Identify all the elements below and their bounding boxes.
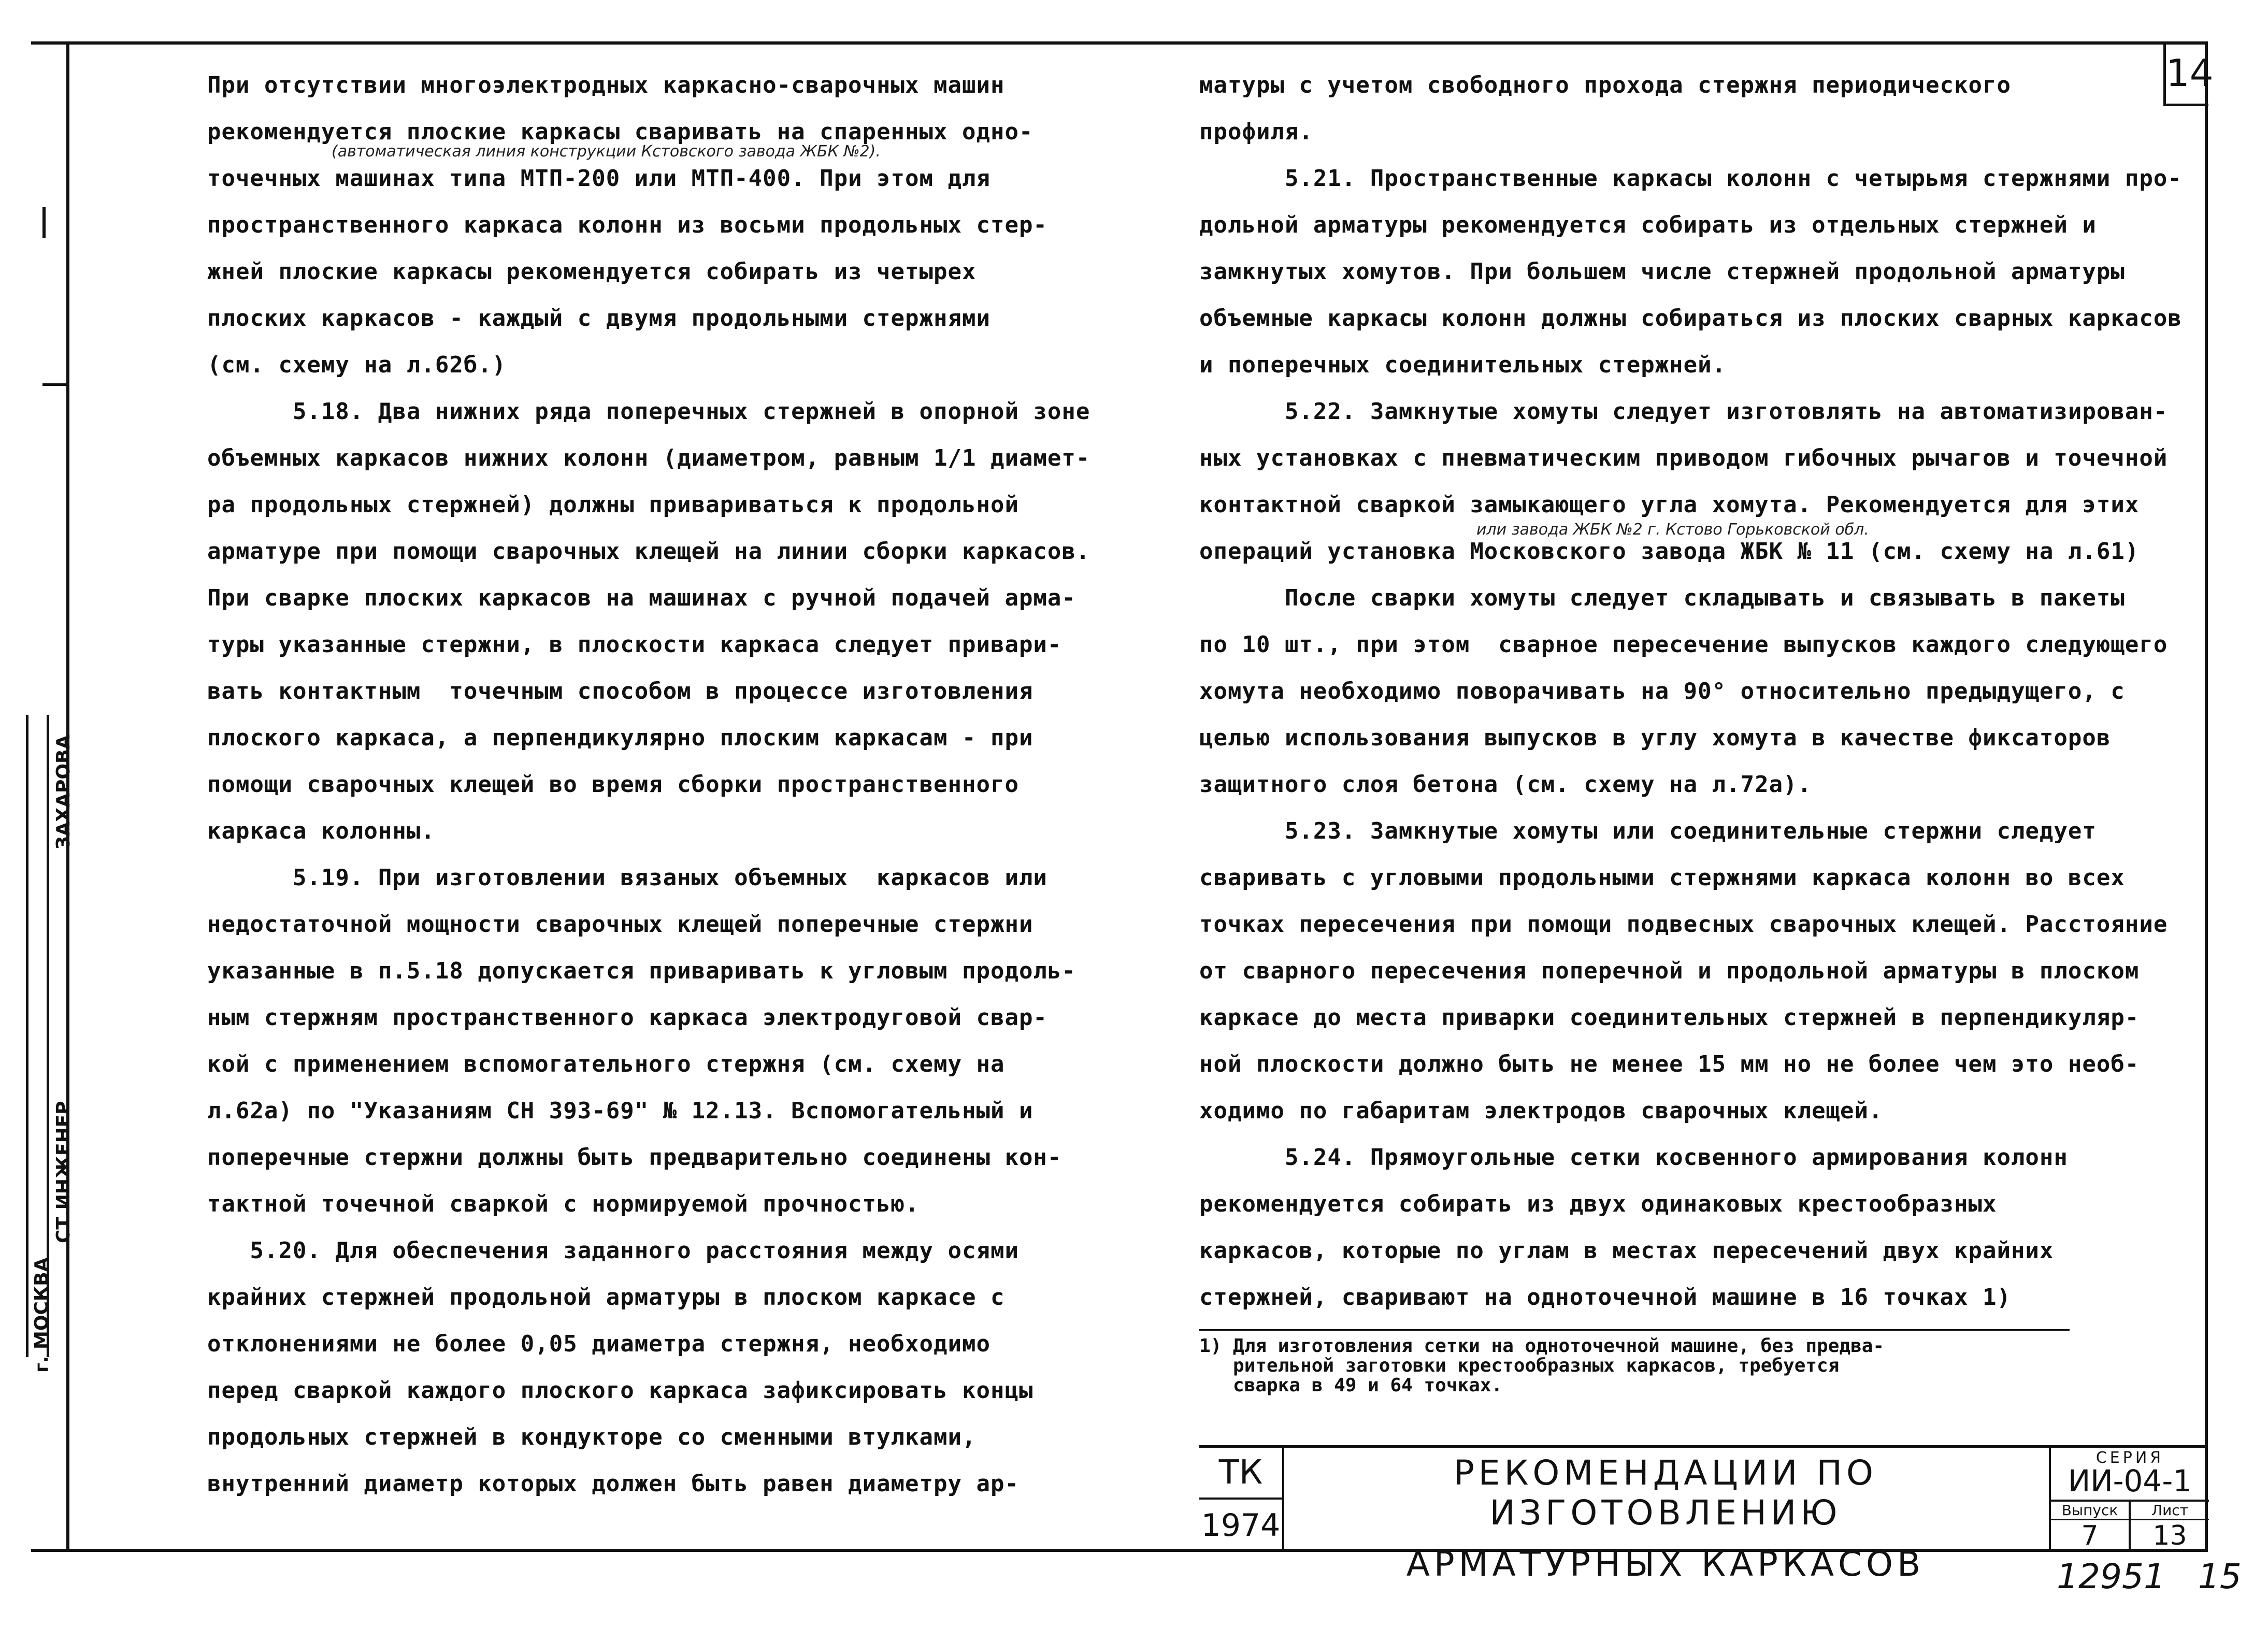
text-line: рекомендуется плоские каркасы сваривать на спаренных одно-	[207, 119, 1033, 145]
margin-tick	[42, 207, 46, 238]
title-year: 1974	[1199, 1500, 1284, 1551]
text-line: арматуре при помощи сварочных клещей на линии сборки каркасов.	[207, 538, 1090, 565]
text-line: профиля.	[1199, 119, 1313, 145]
text-line: 5.24. Прямоугольные сетки косвенного армирования колонн	[1199, 1144, 2068, 1171]
vypusk-value: 7	[2081, 1520, 2099, 1551]
text-line: матуры с учетом свободного прохода стержня периодического	[1199, 72, 2011, 98]
margin-tick	[42, 383, 68, 386]
text-line: точках пересечения при помощи подвесных сварочных клещей. Расстояние	[1199, 911, 2168, 938]
footnote-line: 1) Для изготовления сетки на одноточечной машине, без предва-	[1199, 1335, 1885, 1357]
stamp-org: г. МОСКВА	[31, 1257, 52, 1373]
text-line: целью использования выпусков в углу хомута в качестве фиксаторов	[1199, 725, 2111, 751]
sheet-number: 14	[2163, 42, 2208, 106]
text-line: После сварки хомуты следует складывать и связывать в пакеты	[1199, 585, 2125, 611]
stamp-name: ЗАХАРОВА	[53, 735, 74, 850]
text-line: л.62а) по "Указаниям СН 393-69" № 12.13. Вспомогательный и	[207, 1098, 1033, 1124]
text-line: кой с применением вспомогательного стержня (см. схему на	[207, 1051, 1005, 1077]
text-line: рекомендуется собирать из двух одинаковых крестообразных	[1199, 1191, 1997, 1217]
side-stamp	[10, 715, 74, 1450]
title-code: ТК	[1199, 1448, 1284, 1500]
text-line: точечных машинах типа МТП-200 или МТП-400. При этом для	[207, 165, 991, 192]
text-line: недостаточной мощности сварочных клещей поперечные стержни	[207, 911, 1033, 938]
text-line: ра продольных стержней) должны привариваться к продольной	[207, 492, 1019, 518]
seria-label: СЕРИЯ	[2095, 1449, 2164, 1467]
text-line: и поперечных соединительных стержней.	[1199, 352, 1727, 378]
text-line: замкнутых хомутов. При большем числе стержней продольной арматуры	[1199, 258, 2125, 285]
text-line: туры указанные стержни, в плоскости каркаса следует привари-	[207, 631, 1062, 658]
text-line: крайних стержней продольной арматуры в плоском каркасе с	[207, 1284, 1005, 1311]
text-line: хомута необходимо поворачивать на 90° относительно предыдущего, с	[1199, 678, 2125, 704]
text-line: вать контактным точечным способом в процессе изготовления	[207, 678, 1033, 704]
left-column	[207, 62, 1129, 1507]
vypusk-label: Выпуск	[2051, 1502, 2129, 1520]
text-line: объемных каркасов нижних колонн (диаметром, равным 1/1 диамет-	[207, 445, 1090, 471]
text-line: 5.23. Замкнутые хомуты или соединительные стержни следует	[1199, 818, 2097, 844]
text-line: плоских каркасов - каждый с двумя продольными стержнями	[207, 305, 991, 332]
handwritten-note: или завода ЖБК №2 г. Кстово Горьковской обл.	[1476, 521, 1869, 539]
text-line: ным стержням пространственного каркаса электродуговой свар-	[207, 1004, 1047, 1031]
text-line: (см. схему на л.62б.)	[207, 352, 507, 378]
footnote	[1199, 1336, 1884, 1395]
text-line: стержней, сваривают на одноточечной машине в 16 точках 1)	[1199, 1284, 2011, 1311]
bottom-number: 12951 15	[2057, 1557, 2242, 1596]
list-value: 13	[2152, 1520, 2187, 1551]
text-line: по 10 шт., при этом сварное пересечение выпусков каждого следующего	[1199, 631, 2168, 658]
text-line: ходимо по габаритам электродов сварочных клещей.	[1199, 1098, 1883, 1124]
text-line: поперечные стержни должны быть предварительно соединены кон-	[207, 1144, 1062, 1171]
text-line: контактной сваркой замыкающего угла хомута. Рекомендуется для этих	[1199, 492, 2140, 518]
vypusk-cell	[2051, 1502, 2131, 1551]
text-line: 5.19. При изготовлении вязаных объемных каркасов или	[207, 865, 1047, 891]
text-line: защитного слоя бетона (см. схему на л.72а).	[1199, 771, 1812, 798]
text-line: сваривать с угловыми продольными стержнями каркаса колонн во всех	[1199, 865, 2125, 891]
text-line: перед сваркой каждого плоского каркаса зафиксировать концы	[207, 1377, 1033, 1404]
footnote-line: рительной заготовки крестообразных каркасов, требуется	[1199, 1355, 1840, 1376]
text-line: дольной арматуры рекомендуется собирать из отдельных стержней и	[1199, 212, 2097, 238]
title-line-2: АРМАТУРНЫХ КАРКАСОВ	[1406, 1544, 1925, 1584]
footnote-divider	[1199, 1329, 2070, 1331]
handwritten-note: (автоматическая линия конструкции Кстовского завода ЖБК №2).	[332, 142, 881, 161]
list-cell	[2131, 1502, 2209, 1551]
text-line: При отсутствии многоэлектродных каркасно-сварочных машин	[207, 72, 1005, 98]
text-line: каркаса колонны.	[207, 818, 435, 844]
seria-block	[2049, 1448, 2209, 1551]
title-text	[1293, 1448, 2039, 1584]
text-line: плоского каркаса, а перпендикулярно плоским каркасам - при	[207, 725, 1033, 751]
text-line: объемные каркасы колонн должны собираться из плоских сварных каркасов	[1199, 305, 2182, 332]
seria-value: ИИ-04-1	[2051, 1463, 2209, 1502]
stamp-line	[26, 715, 28, 1357]
text-line: помощи сварочных клещей во время сборки пространственного	[207, 771, 1019, 798]
text-line: внутренний диаметр которых должен быть равен диаметру ар-	[207, 1471, 1019, 1497]
text-line: тактной точечной сваркой с нормируемой прочностью.	[207, 1191, 920, 1217]
text-line: 5.20. Для обеспечения заданного расстояния между осями	[207, 1237, 1019, 1264]
text-line: продольных стержней в кондукторе со сменными втулками,	[207, 1424, 977, 1450]
text-line: каркасов, которые по углам в местах пересечений двух крайних	[1199, 1237, 2054, 1264]
right-column	[1199, 62, 2215, 1321]
stamp-role: СТ.ИНЖЕНЕР	[53, 1101, 74, 1243]
title-line-1: РЕКОМЕНДАЦИИ ПО ИЗГОТОВЛЕНИЮ	[1454, 1453, 1877, 1533]
text-line: операций установка Московского завода ЖБК № 11 (см. схему на л.61)	[1199, 538, 2140, 565]
list-label: Лист	[2131, 1502, 2209, 1520]
text-line: указанные в п.5.18 допускается приваривать к угловым продоль-	[207, 958, 1076, 984]
text-line: ных установках с пневматическим приводом гибочных рычагов и точечной	[1199, 445, 2168, 471]
text-line: При сварке плоских каркасов на машинах с ручной подачей арма-	[207, 585, 1076, 611]
text-line: каркасе до места приварки соединительных стержней в перпендикуляр-	[1199, 1004, 2140, 1031]
frame-top-border	[31, 41, 2207, 45]
text-line: ной плоскости должно быть не менее 15 мм но не более чем это необ-	[1199, 1051, 2140, 1077]
text-line: 5.22. Замкнутые хомуты следует изготовлять на автоматизирован-	[1199, 398, 2168, 425]
text-line: 5.21. Пространственные каркасы колонн с четырьмя стержнями про-	[1199, 165, 2182, 192]
text-line: жней плоские каркасы рекомендуется собирать из четырех	[207, 258, 977, 285]
text-line: пространственного каркаса колонн из восьми продольных стер-	[207, 212, 1047, 238]
text-line: от сварного пересечения поперечной и продольной арматуры в плоском	[1199, 958, 2140, 984]
text-line: отклонениями не более 0,05 диаметра стержня, необходимо	[207, 1331, 991, 1357]
footnote-line: сварка в 49 и 64 точках.	[1199, 1375, 1503, 1396]
text-line: 5.18. Два нижних ряда поперечных стержней в опорной зоне	[207, 398, 1090, 425]
